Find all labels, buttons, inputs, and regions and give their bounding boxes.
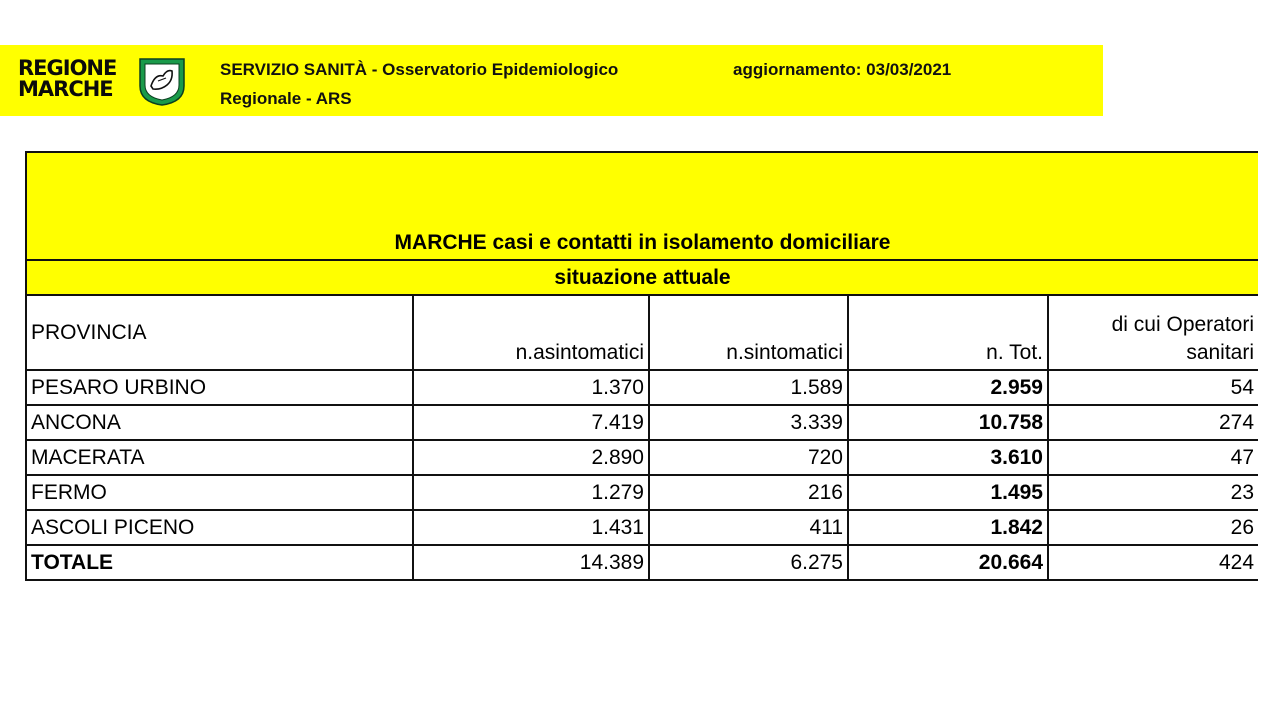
cell-total-tot: 20.664 bbox=[848, 545, 1048, 580]
table-row bbox=[26, 370, 1258, 405]
service-line-1: SERVIZIO SANITÀ - Osservatorio Epidemiologico bbox=[220, 60, 619, 79]
cell-tot: 1.495 bbox=[848, 475, 1048, 510]
cell-provincia: ANCONA bbox=[26, 405, 413, 440]
cell-operatori: 47 bbox=[1048, 440, 1258, 475]
logo-line-2: MARCHE bbox=[18, 77, 113, 101]
cell-sintomatici: 216 bbox=[649, 475, 848, 510]
cell-tot: 3.610 bbox=[848, 440, 1048, 475]
table-row bbox=[26, 475, 1258, 510]
cell-provincia: PESARO URBINO bbox=[26, 370, 413, 405]
header-sintomatici: n.sintomatici bbox=[649, 295, 848, 370]
cell-provincia: MACERATA bbox=[26, 440, 413, 475]
table-row bbox=[26, 405, 1258, 440]
service-label bbox=[220, 55, 618, 113]
cell-tot: 10.758 bbox=[848, 405, 1048, 440]
cell-tot: 1.842 bbox=[848, 510, 1048, 545]
logo-line-1: REGIONE bbox=[18, 56, 117, 80]
cell-sintomatici: 720 bbox=[649, 440, 848, 475]
cell-operatori: 26 bbox=[1048, 510, 1258, 545]
cell-operatori: 274 bbox=[1048, 405, 1258, 440]
cell-provincia: ASCOLI PICENO bbox=[26, 510, 413, 545]
regione-marche-logo bbox=[18, 56, 208, 106]
isolation-table-container bbox=[25, 151, 1260, 581]
table-total-row bbox=[26, 545, 1258, 580]
cell-operatori: 23 bbox=[1048, 475, 1258, 510]
regione-emblem-icon bbox=[136, 56, 188, 106]
cell-sintomatici: 1.589 bbox=[649, 370, 848, 405]
cell-asintomatici: 1.279 bbox=[413, 475, 649, 510]
service-line-2: Regionale - ARS bbox=[220, 89, 352, 108]
cell-asintomatici: 2.890 bbox=[413, 440, 649, 475]
table-header-row bbox=[26, 295, 1258, 370]
cell-asintomatici: 1.431 bbox=[413, 510, 649, 545]
cell-total-sintomatici: 6.275 bbox=[649, 545, 848, 580]
isolation-table bbox=[25, 151, 1258, 581]
header-provincia: PROVINCIA bbox=[26, 295, 413, 370]
logo-text bbox=[18, 58, 116, 100]
cell-total-operatori: 424 bbox=[1048, 545, 1258, 580]
cell-sintomatici: 3.339 bbox=[649, 405, 848, 440]
cell-operatori: 54 bbox=[1048, 370, 1258, 405]
table-subtitle: situazione attuale bbox=[26, 260, 1258, 295]
cell-asintomatici: 7.419 bbox=[413, 405, 649, 440]
table-row bbox=[26, 510, 1258, 545]
update-date: aggiornamento: 03/03/2021 bbox=[733, 60, 952, 79]
cell-total-label: TOTALE bbox=[26, 545, 413, 580]
header-asintomatici: n.asintomatici bbox=[413, 295, 649, 370]
cell-asintomatici: 1.370 bbox=[413, 370, 649, 405]
header-tot: n. Tot. bbox=[848, 295, 1048, 370]
header-operatori bbox=[1048, 295, 1258, 370]
cell-total-asintomatici: 14.389 bbox=[413, 545, 649, 580]
table-subtitle-row bbox=[26, 260, 1258, 295]
table-title-row bbox=[26, 152, 1258, 260]
table-title: MARCHE casi e contatti in isolamento domiciliare bbox=[26, 152, 1258, 260]
cell-tot: 2.959 bbox=[848, 370, 1048, 405]
header-operatori-line1: di cui Operatori bbox=[1111, 313, 1255, 336]
header-operatori-line2: sanitari bbox=[1186, 341, 1255, 364]
table-row bbox=[26, 440, 1258, 475]
cell-provincia: FERMO bbox=[26, 475, 413, 510]
cell-sintomatici: 411 bbox=[649, 510, 848, 545]
header-banner bbox=[0, 45, 1103, 116]
